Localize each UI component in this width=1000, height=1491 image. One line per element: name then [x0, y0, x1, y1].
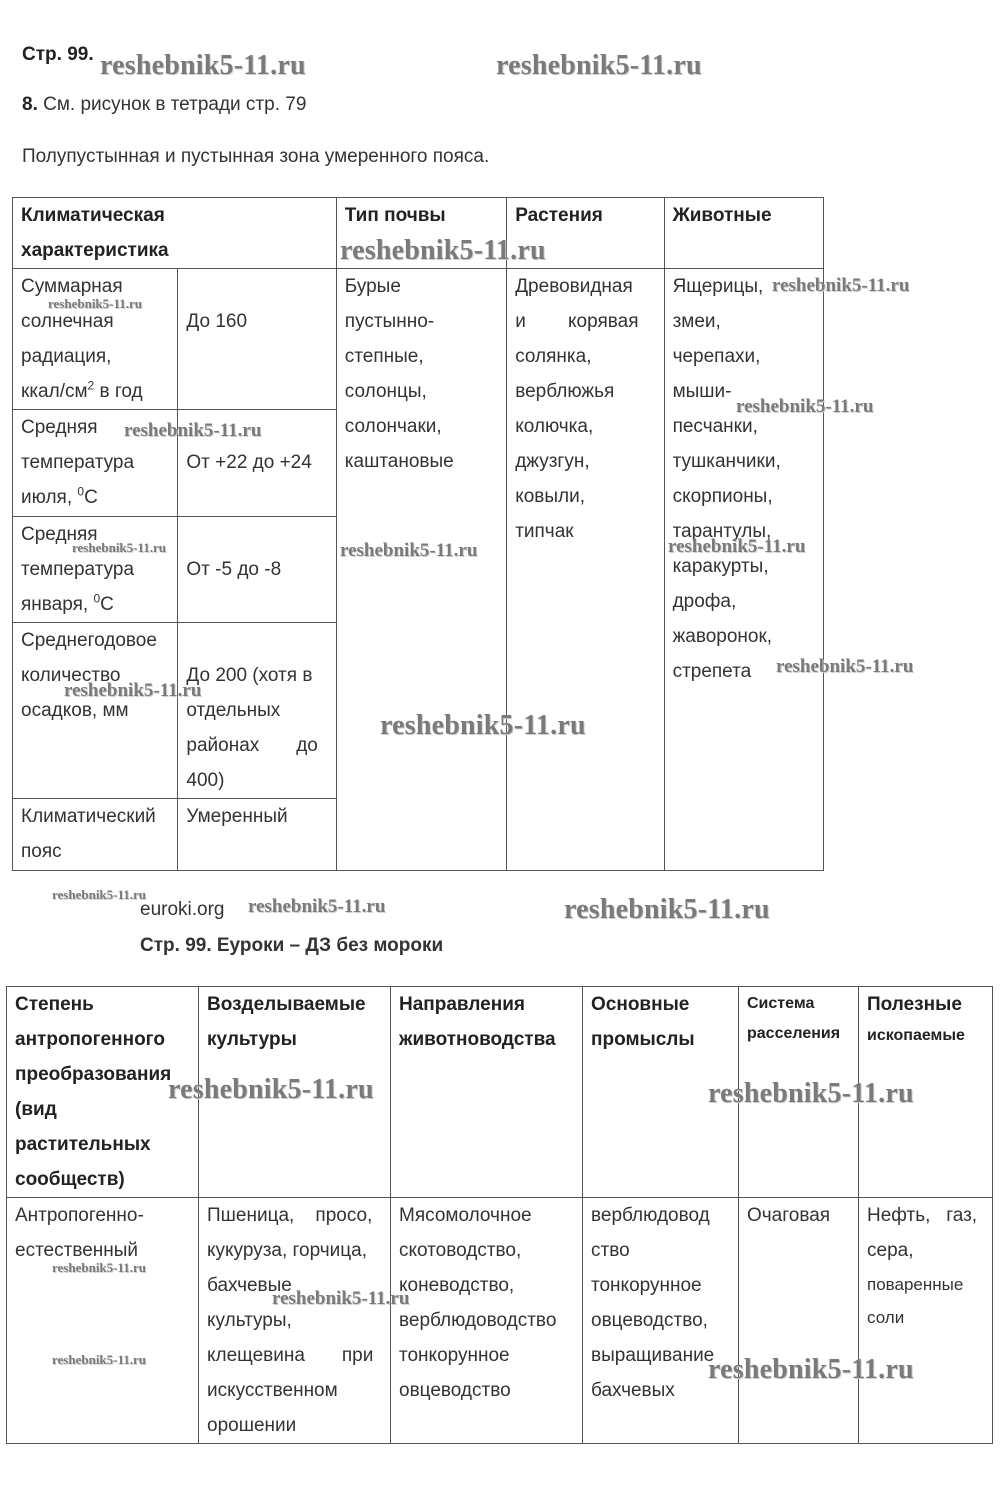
- header-soil: Тип почвы: [336, 198, 506, 269]
- header-animals: Животные: [664, 198, 823, 269]
- table-header-row: [13, 198, 824, 269]
- watermark-logo: reshebnik5-11.ru: [668, 536, 806, 557]
- table-header-row: [7, 987, 993, 1198]
- zone-title: Полупустынная и пустынная зона умеренного пояса.: [22, 146, 490, 167]
- row-label-january: Средняя температура января, $^0$С: [13, 517, 178, 623]
- row-value-belt: Умеренный: [178, 799, 336, 871]
- section-subtitle: Стр. 99. Еуроки – ДЗ без мороки: [140, 935, 444, 956]
- task-number: 8.: [22, 94, 38, 115]
- header-crops: Возделываемые культуры: [199, 987, 391, 1198]
- watermark-logo: reshebnik5-11.ru: [52, 1260, 147, 1275]
- watermark-logo: reshebnik5-11.ru: [708, 1354, 914, 1385]
- task-text: См. рисунок в тетради стр. 79: [43, 94, 307, 115]
- watermark-logo: reshebnik5-11.ru: [736, 396, 874, 417]
- row-label-radiation: Суммарная солнечная радиация, ккал/$см^2$ в год: [13, 269, 178, 410]
- plants-cell: Древовидная и корявая солянка, верблюжья колючка, джузгун, ковыли, типчак: [507, 269, 664, 871]
- header-degree: Степень антропогенного преобразования (вид растительных сообществ): [7, 987, 199, 1198]
- task-line: [22, 94, 306, 116]
- cell-crops: Пшеница, просо, кукуруза, горчица, бахчевые культуры, клещевина при искусственном орошении: [199, 1198, 391, 1444]
- header-plants: Растения: [507, 198, 664, 269]
- cell-settlement: Очаговая: [739, 1198, 859, 1444]
- cell-minerals: Нефть, газ, сера, поваренные соли: [859, 1198, 993, 1444]
- watermark-logo: reshebnik5-11.ru: [52, 887, 147, 902]
- watermark-logo: reshebnik5-11.ru: [124, 420, 262, 441]
- watermark-logo: reshebnik5-11.ru: [72, 540, 167, 555]
- table-row: [13, 269, 824, 410]
- header-climate: Климатическая характеристика: [13, 198, 337, 269]
- table-row: [7, 1198, 993, 1444]
- row-value-precipitation: До 200 (хотя в отдельных районах до 400): [178, 623, 336, 799]
- watermark-logo: reshebnik5-11.ru: [772, 275, 910, 296]
- watermark-logo: reshebnik5-11.ru: [340, 235, 546, 266]
- row-label-precipitation: Среднегодовое количество осадков, мм: [13, 623, 178, 799]
- watermark-logo: reshebnik5-11.ru: [100, 50, 306, 81]
- watermark-logo: reshebnik5-11.ru: [708, 1078, 914, 1109]
- watermark-logo: reshebnik5-11.ru: [168, 1074, 374, 1105]
- watermark-logo: reshebnik5-11.ru: [380, 710, 586, 741]
- watermark-logo: reshebnik5-11.ru: [496, 50, 702, 81]
- watermark-logo: reshebnik5-11.ru: [248, 896, 386, 917]
- animals-cell: Ящерицы, змеи, черепахи, мыши- песчанки, тушканчики, скорпионы, тарантулы, каракурты, дрофа, жаворонок, стрепета: [664, 269, 823, 871]
- watermark-logo: reshebnik5-11.ru: [564, 894, 770, 925]
- watermark-logo: reshebnik5-11.ru: [48, 296, 143, 311]
- watermark-logo: reshebnik5-11.ru: [340, 540, 478, 561]
- source-link[interactable]: euroki.org: [140, 899, 225, 920]
- page-number: Стр. 99.: [22, 44, 94, 65]
- header-minerals: Полезные ископаемые: [859, 987, 993, 1198]
- watermark-logo: reshebnik5-11.ru: [52, 1352, 147, 1367]
- row-value-july: От +22 до +24: [178, 410, 336, 517]
- cell-degree: Антропогенно- естественный: [7, 1198, 199, 1444]
- cell-crafts: верблюдовод ство тонкорунное овцеводство, выращивание бахчевых: [583, 1198, 739, 1444]
- header-settlement: Система расселения: [739, 987, 859, 1198]
- watermark-logo: reshebnik5-11.ru: [272, 1288, 410, 1309]
- row-label-belt: Климатический пояс: [13, 799, 178, 871]
- climate-table: [12, 197, 824, 871]
- cell-livestock: Мясомолочное скотоводство, коневодство, верблюдоводство тонкорунное овцеводство: [391, 1198, 583, 1444]
- row-value-january: От -5 до -8: [178, 517, 336, 623]
- header-livestock: Направления животноводства: [391, 987, 583, 1198]
- soil-cell: Бурые пустынно- степные, солонцы, солончаки, каштановые: [336, 269, 506, 871]
- watermark-logo: reshebnik5-11.ru: [776, 656, 914, 677]
- economy-table: [6, 986, 993, 1444]
- row-label-july: Средняя температура июля, $^0$С: [13, 410, 178, 517]
- watermark-logo: reshebnik5-11.ru: [64, 680, 202, 701]
- header-crafts: Основные промыслы: [583, 987, 739, 1198]
- row-value-radiation: До 160: [178, 269, 336, 410]
